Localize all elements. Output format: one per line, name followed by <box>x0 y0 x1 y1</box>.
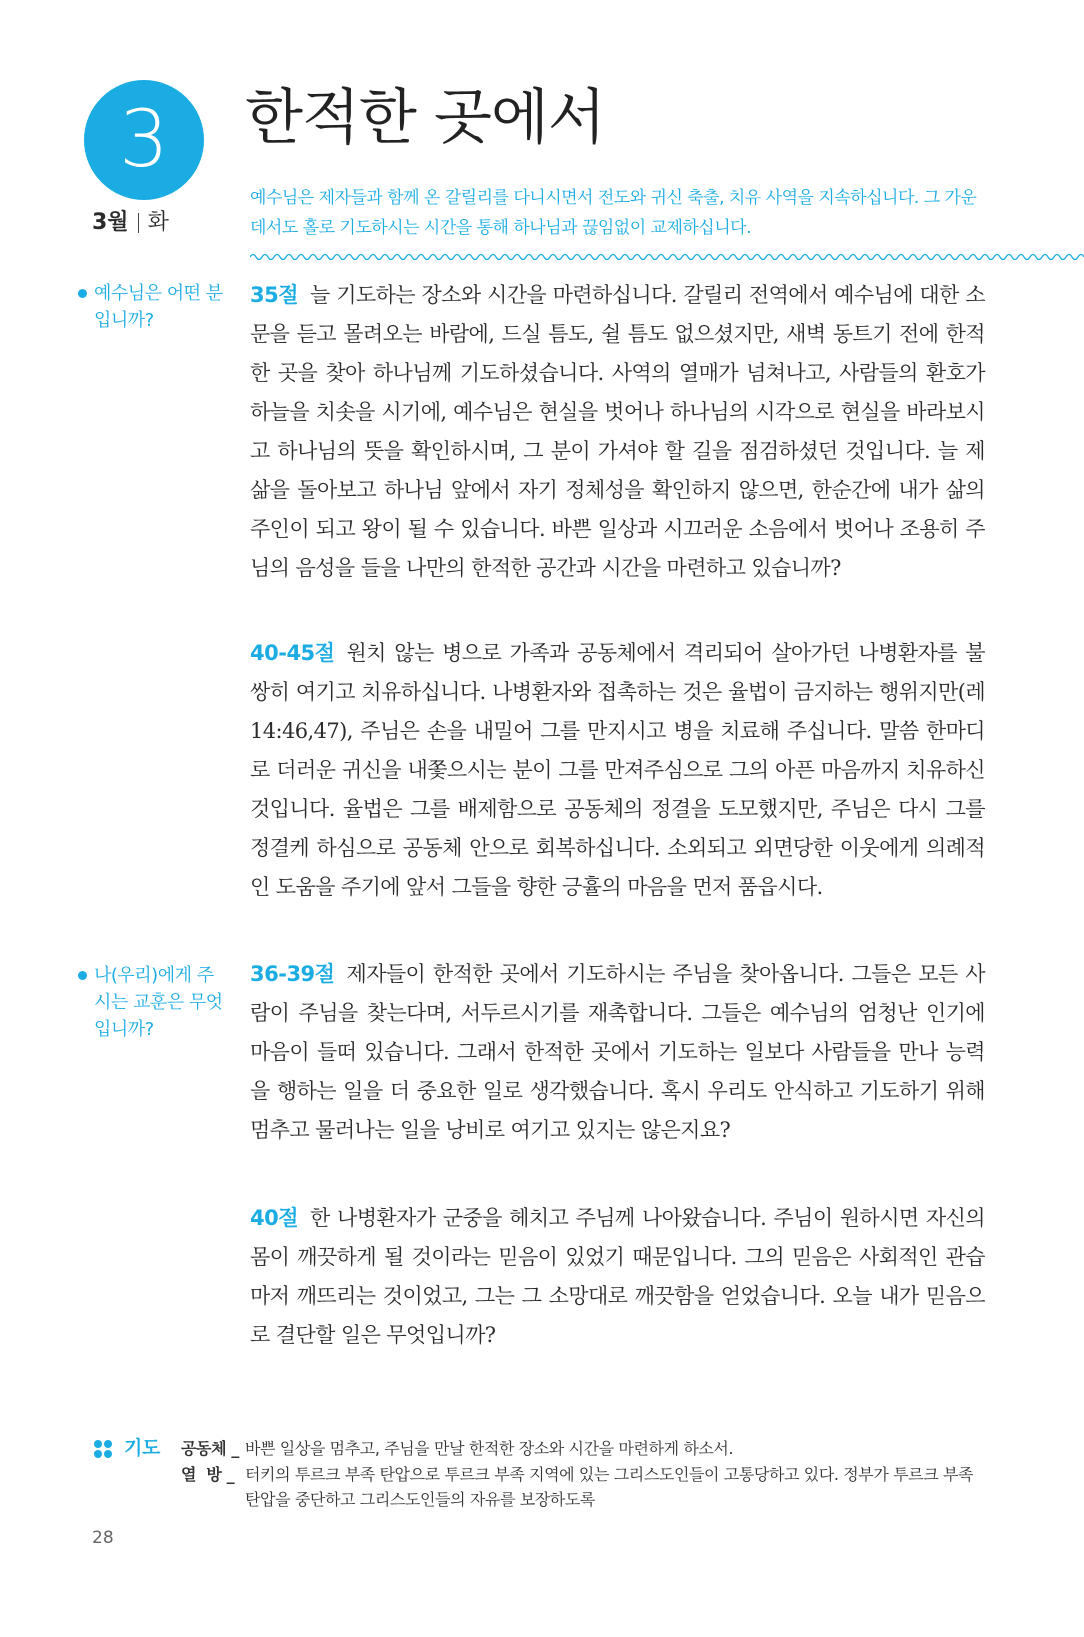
side-question-text: 나(우리)에게 주시는 교훈은 무엇입니까? <box>94 965 223 1040</box>
bullet-dot <box>78 289 87 298</box>
verse-label: 35절 <box>250 283 299 307</box>
prayer-community-row <box>181 1436 985 1461</box>
prayer-heading-text: 기도 <box>124 1437 160 1459</box>
prayer-nations-label: 열 방 _ <box>181 1465 235 1484</box>
paragraph-40-45 <box>250 634 985 907</box>
paragraph-text: 한 나병환자가 군중을 헤치고 주님께 나아왔습니다. 주님이 원하시면 자신의 몸이 깨끗하게 될 것이라는 믿음이 있었기 때문입니다. 그의 믿음은 사회적인 관습마저 깨뜨리는 것이었고, 그는 그 소망대로 깨끗함을 얻었습니다. 오늘 내가 믿음으로 결단할 일은 무엇입니까? <box>250 1206 985 1347</box>
day-number: 3 <box>119 95 169 185</box>
month-label: 3월 <box>92 210 129 235</box>
page-number: 28 <box>92 1528 114 1548</box>
verse-label: 36-39절 <box>250 962 335 986</box>
side-question-lesson <box>78 962 224 1043</box>
prayer-nations-text: 터키의 투르크 부족 탄압으로 투르크 부족 지역에 있는 그리스도인들이 고통당하고 있다. 정부가 투르크 부족 탄압을 중단하고 그리스도인들의 자유를 보장하도록 <box>245 1465 974 1509</box>
prayer-community-text: 바쁜 일상을 멈추고, 주님을 만날 한적한 장소와 시간을 마련하게 하소서. <box>245 1439 734 1458</box>
paragraph-text: 제자들이 한적한 곳에서 기도하시는 주님을 찾아옵니다. 그들은 모든 사람이 주님을 찾는다며, 서두르시기를 재촉합니다. 그들은 예수님의 엄청난 인기에 마음이 들떠 있습니다. 그래서 한적한 곳에서 기도하는 일보다 사람들을 만나 능력을 행하는 일을 더 중요한 일로 생각했습니다. 혹시 우리도 안식하고 기도하기 위해 멈추고 물러나는 일을 낭비로 여기고 있지는 않은지요? <box>250 962 985 1142</box>
paragraph-35 <box>250 276 985 588</box>
wavy-divider <box>250 250 1084 264</box>
day-number-badge <box>84 80 204 200</box>
four-dot-flower-icon <box>92 1438 114 1460</box>
verse-label: 40절 <box>250 1206 299 1230</box>
date-separator <box>138 213 139 233</box>
prayer-nations-row <box>181 1462 985 1512</box>
paragraph-text: 원치 않는 병으로 가족과 공동체에서 격리되어 살아가던 나병환자를 불쌍히 여기고 치유하십니다. 나병환자와 접촉하는 것은 율법이 금지하는 행위지만(레 14:46,47), 주님은 손을 내밀어 그를 만지시고 병을 치료해 주십니다. 말씀 한마디로 더러운 귀신을 내쫓으시는 분이 그를 만져주심으로 그의 아픈 마음까지 치유하신 것입니다. 율법은 그를 배제함으로 공동체의 정결을 도모했지만, 주님은 다시 그를 정결케 하심으로 공동체 안으로 회복하십니다. 소외되고 외면당한 이웃에게 의례적인 도움을 주기에 앞서 그들을 향한 긍휼의 마음을 먼저 품읍시다. <box>250 641 985 899</box>
paragraph-text: 늘 기도하는 장소와 시간을 마련하십니다. 갈릴리 전역에서 예수님에 대한 소문을 듣고 몰려오는 바람에, 드실 틈도, 쉴 틈도 없으셨지만, 새벽 동트기 전에 한적한 곳을 찾아 하나님께 기도하셨습니다. 사역의 열매가 넘쳐나고, 사람들의 환호가 하늘을 치솟을 시기에, 예수님은 현실을 벗어나 하나님의 시각으로 현실을 바라보시고 하나님의 뜻을 확인하시며, 그 분이 가셔야 할 길을 점검하셨던 것입니다. 늘 제 삶을 돌아보고 하나님 앞에서 자기 정체성을 확인하지 않으면, 한순간에 내가 삶의 주인이 되고 왕이 될 수 있습니다. 바쁜 일상과 시끄러운 소음에서 벗어나 조용히 주님의 음성을 들을 나만의 한적한 공간과 시간을 마련하고 있습니까? <box>250 283 985 580</box>
summary-text: 예수님은 제자들과 함께 온 갈릴리를 다니시면서 전도와 귀신 축출, 치유 사역을 지속하십니다. 그 가운데서도 홀로 기도하시는 시간을 통해 하나님과 끊임없이 교제하십니다. <box>250 188 977 238</box>
side-question-who-is-jesus <box>78 280 224 334</box>
bullet-dot <box>78 971 87 980</box>
side-question-text: 예수님은 어떤 분입니까? <box>94 283 223 331</box>
paragraph-36-39 <box>250 955 985 1150</box>
weekday-label: 화 <box>147 210 169 235</box>
page-title: 한적한 곳에서 <box>245 83 605 153</box>
prayer-community-label: 공동체 _ <box>181 1439 239 1458</box>
paragraph-40 <box>250 1199 985 1355</box>
prayer-heading <box>92 1436 160 1461</box>
verse-label: 40-45절 <box>250 641 335 665</box>
date-line <box>92 203 169 243</box>
